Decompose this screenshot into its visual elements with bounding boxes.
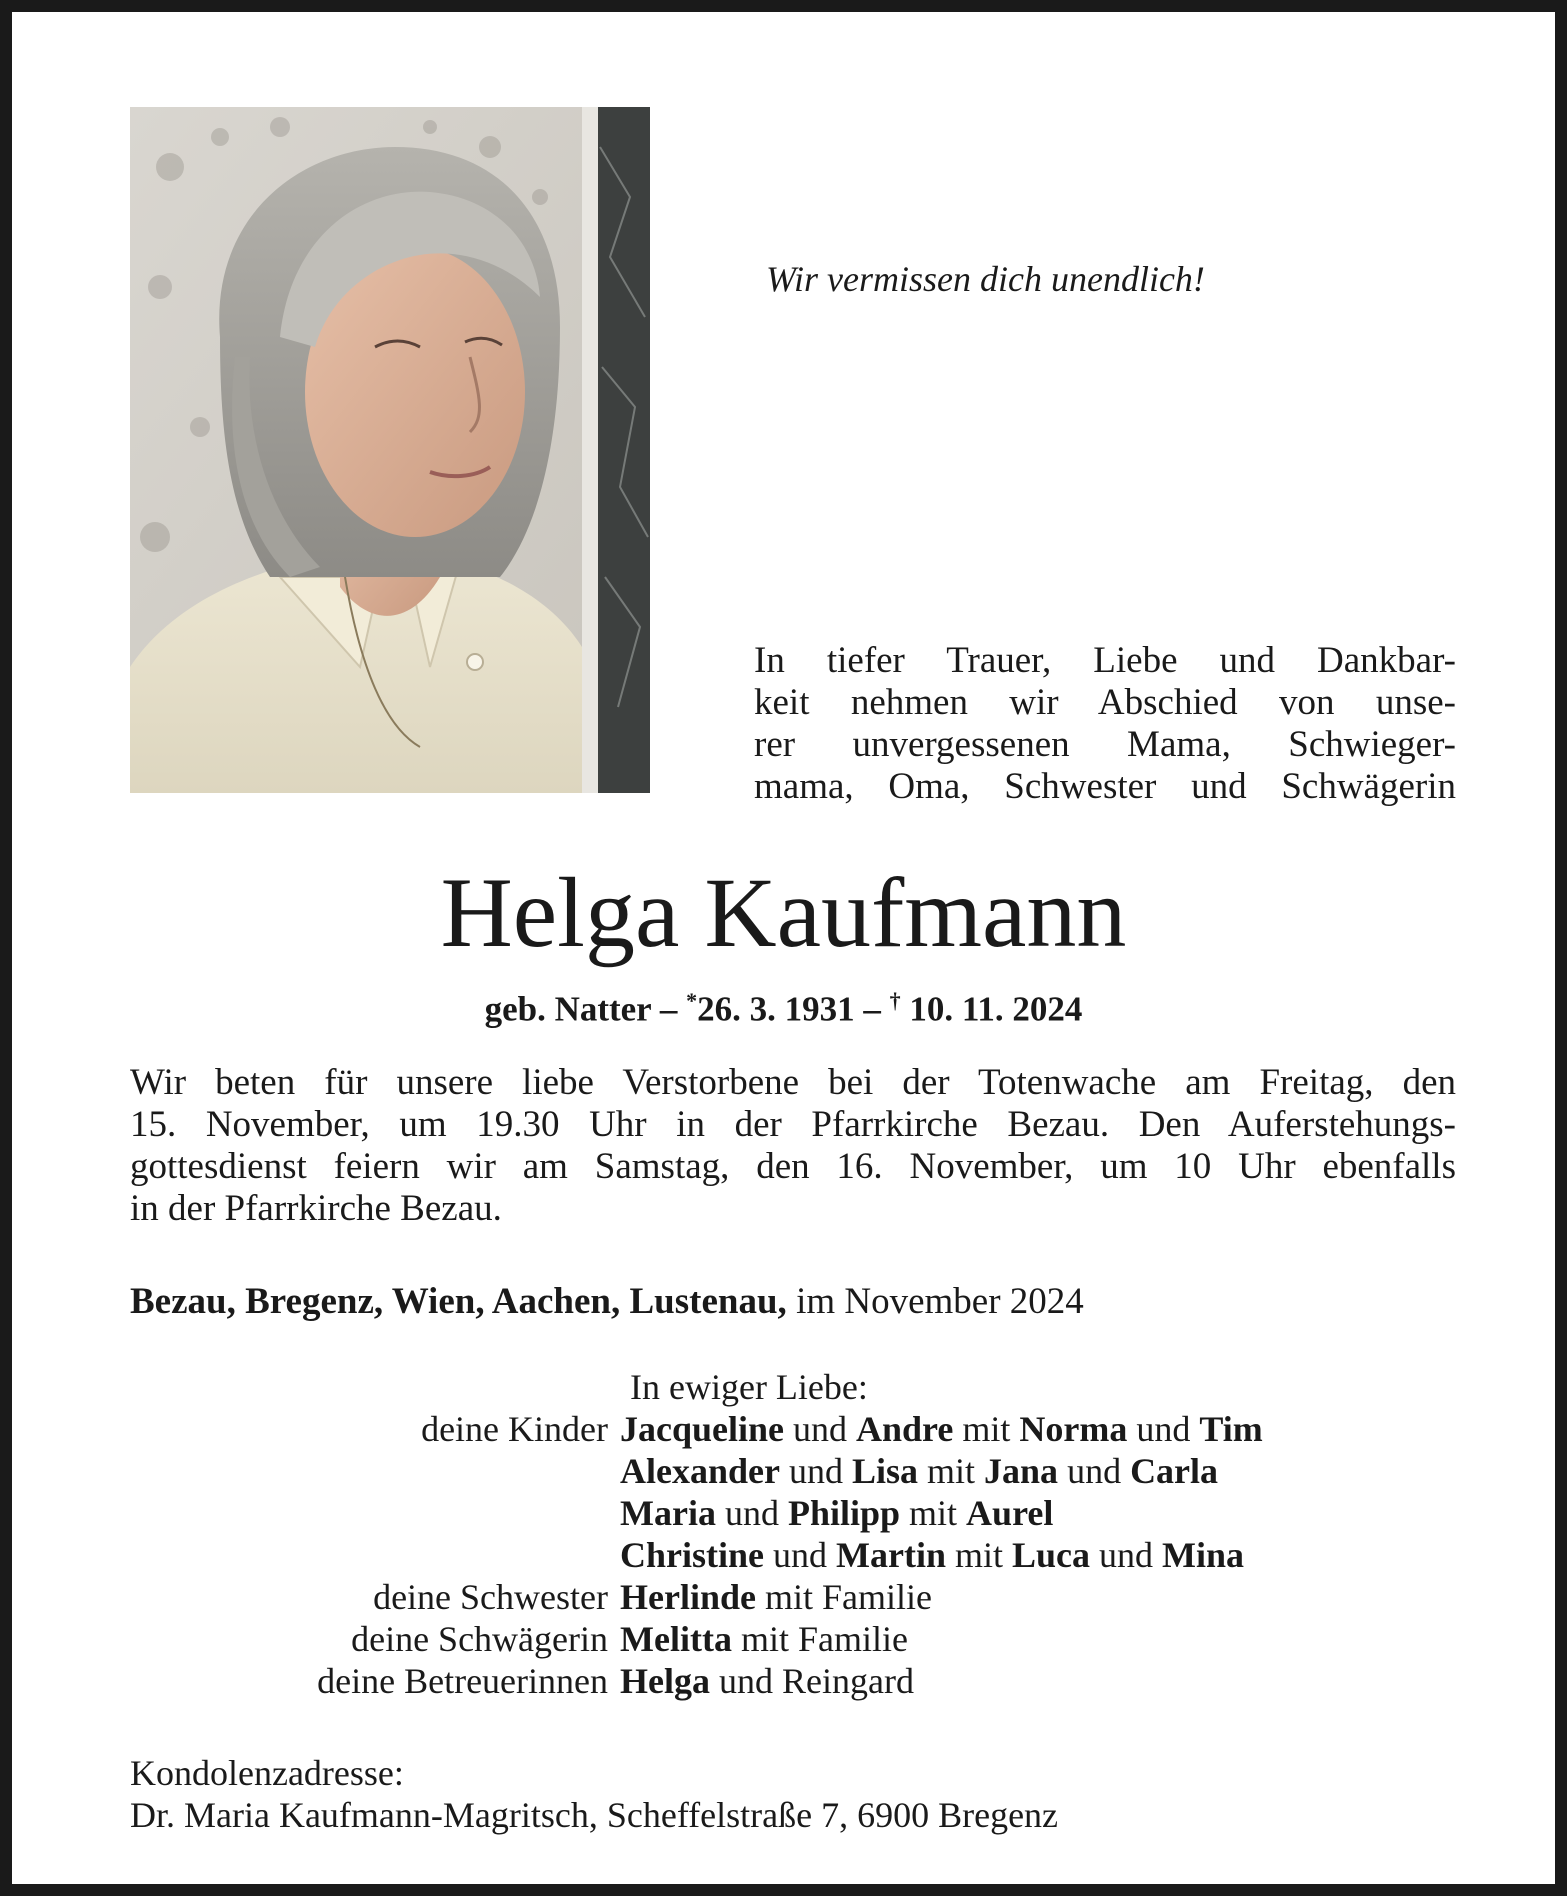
family-member-name: Luca <box>1011 1535 1090 1575</box>
intro-line: keit nehmen wir Abschied von unse- <box>754 682 1456 723</box>
family-list <box>130 1366 1456 1702</box>
family-member-name: Lisa <box>851 1451 919 1491</box>
family-rows <box>130 1408 1456 1702</box>
family-member-name: Alexander <box>620 1451 780 1491</box>
birth-star-icon: * <box>686 988 698 1013</box>
portrait-image <box>130 107 650 793</box>
family-relation-label <box>130 1534 620 1576</box>
family-connector: und <box>788 1451 843 1491</box>
family-names <box>620 1618 908 1660</box>
family-connector: und <box>1136 1409 1191 1449</box>
deceased-name: Helga Kaufmann <box>440 857 1127 968</box>
notice-date: im November 2024 <box>796 1281 1084 1322</box>
family-connector: mit <box>909 1493 958 1533</box>
family-row <box>130 1408 1456 1450</box>
condolence-block <box>130 1752 1058 1836</box>
family-connector: und <box>1067 1451 1122 1491</box>
family-relation-label <box>130 1492 620 1534</box>
family-connector: und Reingard <box>718 1661 914 1701</box>
condolence-heading: Kondolenzadresse: <box>130 1753 404 1793</box>
family-member-name: Maria <box>620 1493 716 1533</box>
family-relation-label: deine Schwester <box>373 1577 608 1617</box>
family-member-name: Norma <box>1019 1409 1128 1449</box>
family-member-name: Carla <box>1130 1451 1219 1491</box>
death-date: 10. 11. 2024 <box>909 989 1083 1029</box>
family-connector: mit <box>954 1535 1003 1575</box>
family-connector: mit <box>927 1451 976 1491</box>
service-paragraph <box>130 1062 1456 1230</box>
death-cross-icon: † <box>889 988 901 1013</box>
intro-paragraph <box>754 640 1456 808</box>
family-member-name: Mina <box>1162 1535 1245 1575</box>
family-member-name: Helga <box>620 1661 710 1701</box>
condolence-address: Dr. Maria Kaufmann-Magritsch, Scheffelstraße 7, 6900 Bregenz <box>130 1795 1059 1835</box>
place-and-date <box>130 1280 1084 1323</box>
family-row <box>130 1492 1456 1534</box>
family-member-name: Herlinde <box>620 1577 756 1617</box>
family-connector: mit Familie <box>740 1619 908 1659</box>
family-row <box>130 1660 1456 1702</box>
places: Bezau, Bregenz, Wien, Aachen, Lustenau, <box>130 1281 787 1322</box>
family-relation-label: deine Betreuerinnen <box>317 1661 608 1701</box>
service-line: Wir beten für unsere liebe Verstorbene bei der Totenwache am Freitag, den <box>130 1062 1456 1103</box>
family-member-name: Andre <box>856 1409 954 1449</box>
family-member-name: Jacqueline <box>620 1409 785 1449</box>
service-line: in der Pfarrkirche Bezau. <box>130 1188 502 1229</box>
family-names <box>620 1534 1244 1576</box>
portrait-photo <box>130 107 650 793</box>
family-connector: und <box>1099 1535 1153 1575</box>
intro-line: mama, Oma, Schwester und Schwägerin <box>754 766 1456 807</box>
family-names <box>620 1576 932 1618</box>
family-member-name: Philipp <box>787 1493 901 1533</box>
family-member-name: Jana <box>984 1451 1059 1491</box>
family-names <box>620 1660 914 1702</box>
family-connector: und <box>773 1535 827 1575</box>
date-separator: – <box>651 989 687 1029</box>
date-separator: – <box>854 989 890 1029</box>
family-names <box>620 1492 1053 1534</box>
memorial-quote: Wir vermissen dich unendlich! <box>766 259 1205 299</box>
family-member-name: Christine <box>620 1535 764 1575</box>
family-names <box>620 1408 1263 1450</box>
intro-line: In tiefer Trauer, Liebe und Dankbar- <box>754 640 1456 681</box>
service-line: gottesdienst feiern wir am Samstag, den 16. November, um 10 Uhr ebenfalls <box>130 1146 1456 1187</box>
family-relation-label: deine Schwägerin <box>351 1619 608 1659</box>
life-dates <box>12 988 1555 1030</box>
family-member-name: Tim <box>1199 1409 1263 1449</box>
family-row <box>130 1618 1456 1660</box>
family-connector: und <box>724 1493 779 1533</box>
family-row <box>130 1576 1456 1618</box>
service-line: 15. November, um 19.30 Uhr in der Pfarrkirche Bezau. Den Auferstehungs- <box>130 1104 1456 1145</box>
family-member-name: Martin <box>836 1535 946 1575</box>
family-names <box>620 1450 1218 1492</box>
family-connector: und <box>793 1409 848 1449</box>
family-row <box>130 1534 1456 1576</box>
family-connector: mit <box>962 1409 1011 1449</box>
family-member-name: Aurel <box>966 1493 1054 1533</box>
family-member-name: Melitta <box>620 1619 732 1659</box>
family-relation-label: deine Kinder <box>421 1409 608 1449</box>
family-row <box>130 1450 1456 1492</box>
birth-date: 26. 3. 1931 <box>697 989 855 1029</box>
family-heading: In ewiger Liebe: <box>630 1367 868 1407</box>
family-relation-label <box>130 1450 620 1492</box>
intro-line: rer unvergessenen Mama, Schwieger- <box>754 724 1456 765</box>
family-connector: mit Familie <box>764 1577 932 1617</box>
birth-name: geb. Natter <box>484 989 652 1029</box>
